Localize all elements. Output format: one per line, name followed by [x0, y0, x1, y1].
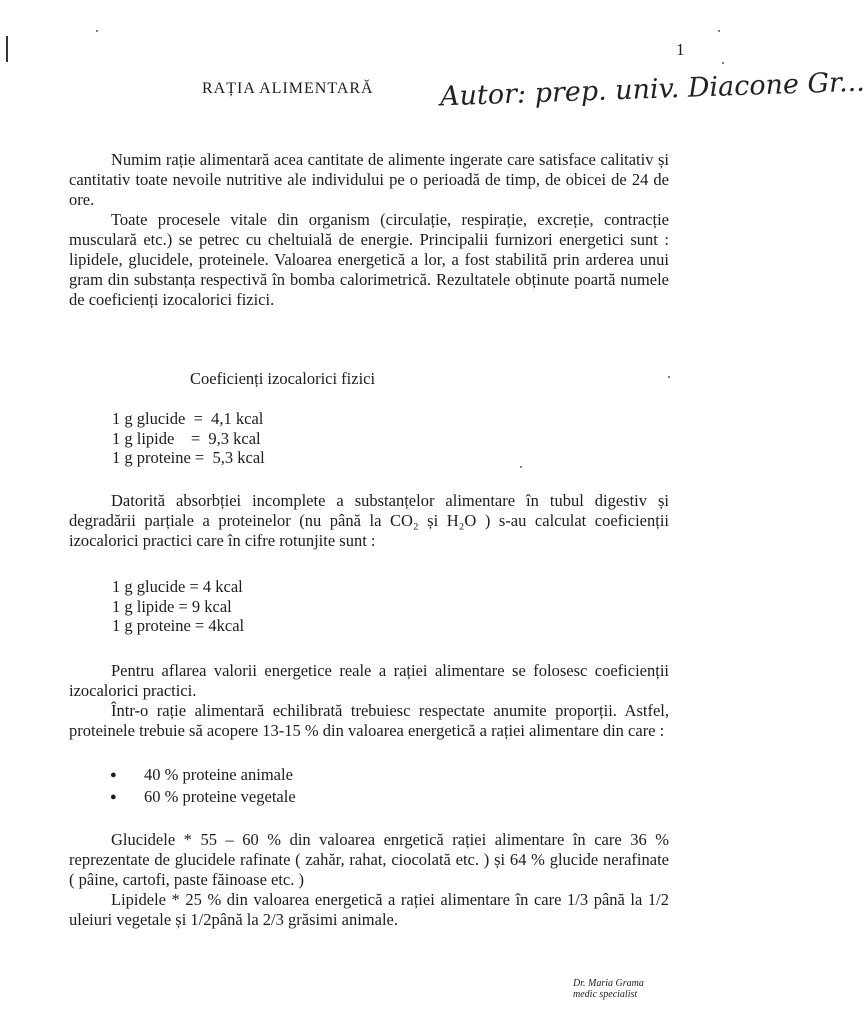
paragraph-absorption: Datorită absorbției incomplete a substanțelor alimentare în tubul digestiv și degradării parțiale a proteinelor (nu până la CO₂ și H₂O ) s-au calculat coeficienții izocalorici practici care în cifre rotunjite sunt : — [69, 491, 669, 550]
page-number: 1 — [676, 40, 685, 59]
section-subtitle: Coeficienți izocalorici fizici — [190, 369, 376, 388]
signature-stamp — [573, 978, 644, 1000]
list-item-text: 40 % proteine animale — [144, 765, 293, 784]
list-item — [110, 764, 296, 786]
practical-coefficients-list — [112, 577, 244, 636]
physical-coefficients-list — [112, 409, 265, 468]
scan-speck — [722, 62, 724, 64]
coefficient-row: 1 g lipide = 9 kcal — [112, 596, 232, 616]
signature-name: Dr. Maria Grama — [573, 978, 644, 989]
paragraphs-proportions — [69, 661, 669, 741]
paragraphs-macros — [69, 830, 669, 930]
coefficient-row: 1 g glucide = 4 kcal — [112, 577, 243, 596]
list-item — [110, 786, 296, 808]
paragraph-absorption-wrap — [69, 491, 669, 551]
bullet-icon: ● — [110, 791, 117, 803]
coefficient-row: 1 g glucide = 4,1 kcal — [112, 409, 264, 428]
paragraph-energy: Toate procesele vitale din organism (circulație, respirație, excreție, contracție musculară etc.) se petrec cu cheltuială de energie. Principalii furnizori energetici sunt : lipidele, glucidele, proteinele. Valoarea energetică a lor, a fost stabilită prin arderea unui gram din substanța respectivă în bomba calorimetrică. Rezultatele obținute poartă numele de coeficienți izocalorici fizici. — [69, 210, 669, 309]
paragraph-definition: Numim rație alimentară acea cantitate de alimente ingerate care satisface calitativ și cantitativ toate nevoile nutritive ale individului pe o perioadă de timp, de obicei de 24 de ore. — [69, 150, 669, 209]
intro-paragraphs — [69, 150, 669, 310]
scan-speck — [718, 30, 720, 32]
coefficient-row: 1 g proteine = 4kcal — [112, 616, 245, 635]
scan-speck — [96, 30, 98, 32]
scan-speck — [668, 376, 670, 378]
coefficient-row: 1 g lipide = 9,3 kcal — [112, 428, 261, 448]
bullet-icon: ● — [110, 769, 117, 781]
coefficient-row: 1 g proteine = 5,3 kcal — [112, 448, 265, 467]
signature-title: medic specialist — [573, 989, 638, 1000]
paragraph-lipids: Lipidele * 25 % din valoarea energetică a rației alimentare în care 1/3 până la 1/2 uleiuri vegetale și 1/2până la 2/3 grăsimi animale. — [69, 890, 669, 929]
paragraph-carbohydrates: Glucidele * 55 – 60 % din valoarea enrgetică rației alimentare în care 36 % reprezentate de glucidele rafinate ( zahăr, rahat, ciocolată etc. ) și 64 % glucide nerafinate ( pâine, cartofi, paste făinoase etc. ) — [69, 830, 669, 889]
paragraph-practical-use: Pentru aflarea valorii energetice reale a rației alimentare se folosesc coeficienții izocalorici practici. — [69, 661, 669, 700]
handwritten-author-note: Autor: prep. univ. Diacone Gr... — [439, 66, 865, 113]
document-title: RAȚIA ALIMENTARĂ — [202, 80, 374, 97]
margin-mark — [6, 36, 8, 62]
scan-speck — [520, 466, 522, 468]
list-item-text: 60 % proteine vegetale — [144, 787, 296, 806]
paragraph-proportions: Într-o rație alimentară echilibrată trebuiesc respectate anumite proporții. Astfel, proteinele trebuie să acopere 13-15 % din valoarea energetică a rației alimentare din care : — [69, 701, 669, 740]
protein-bullet-list — [110, 764, 296, 808]
